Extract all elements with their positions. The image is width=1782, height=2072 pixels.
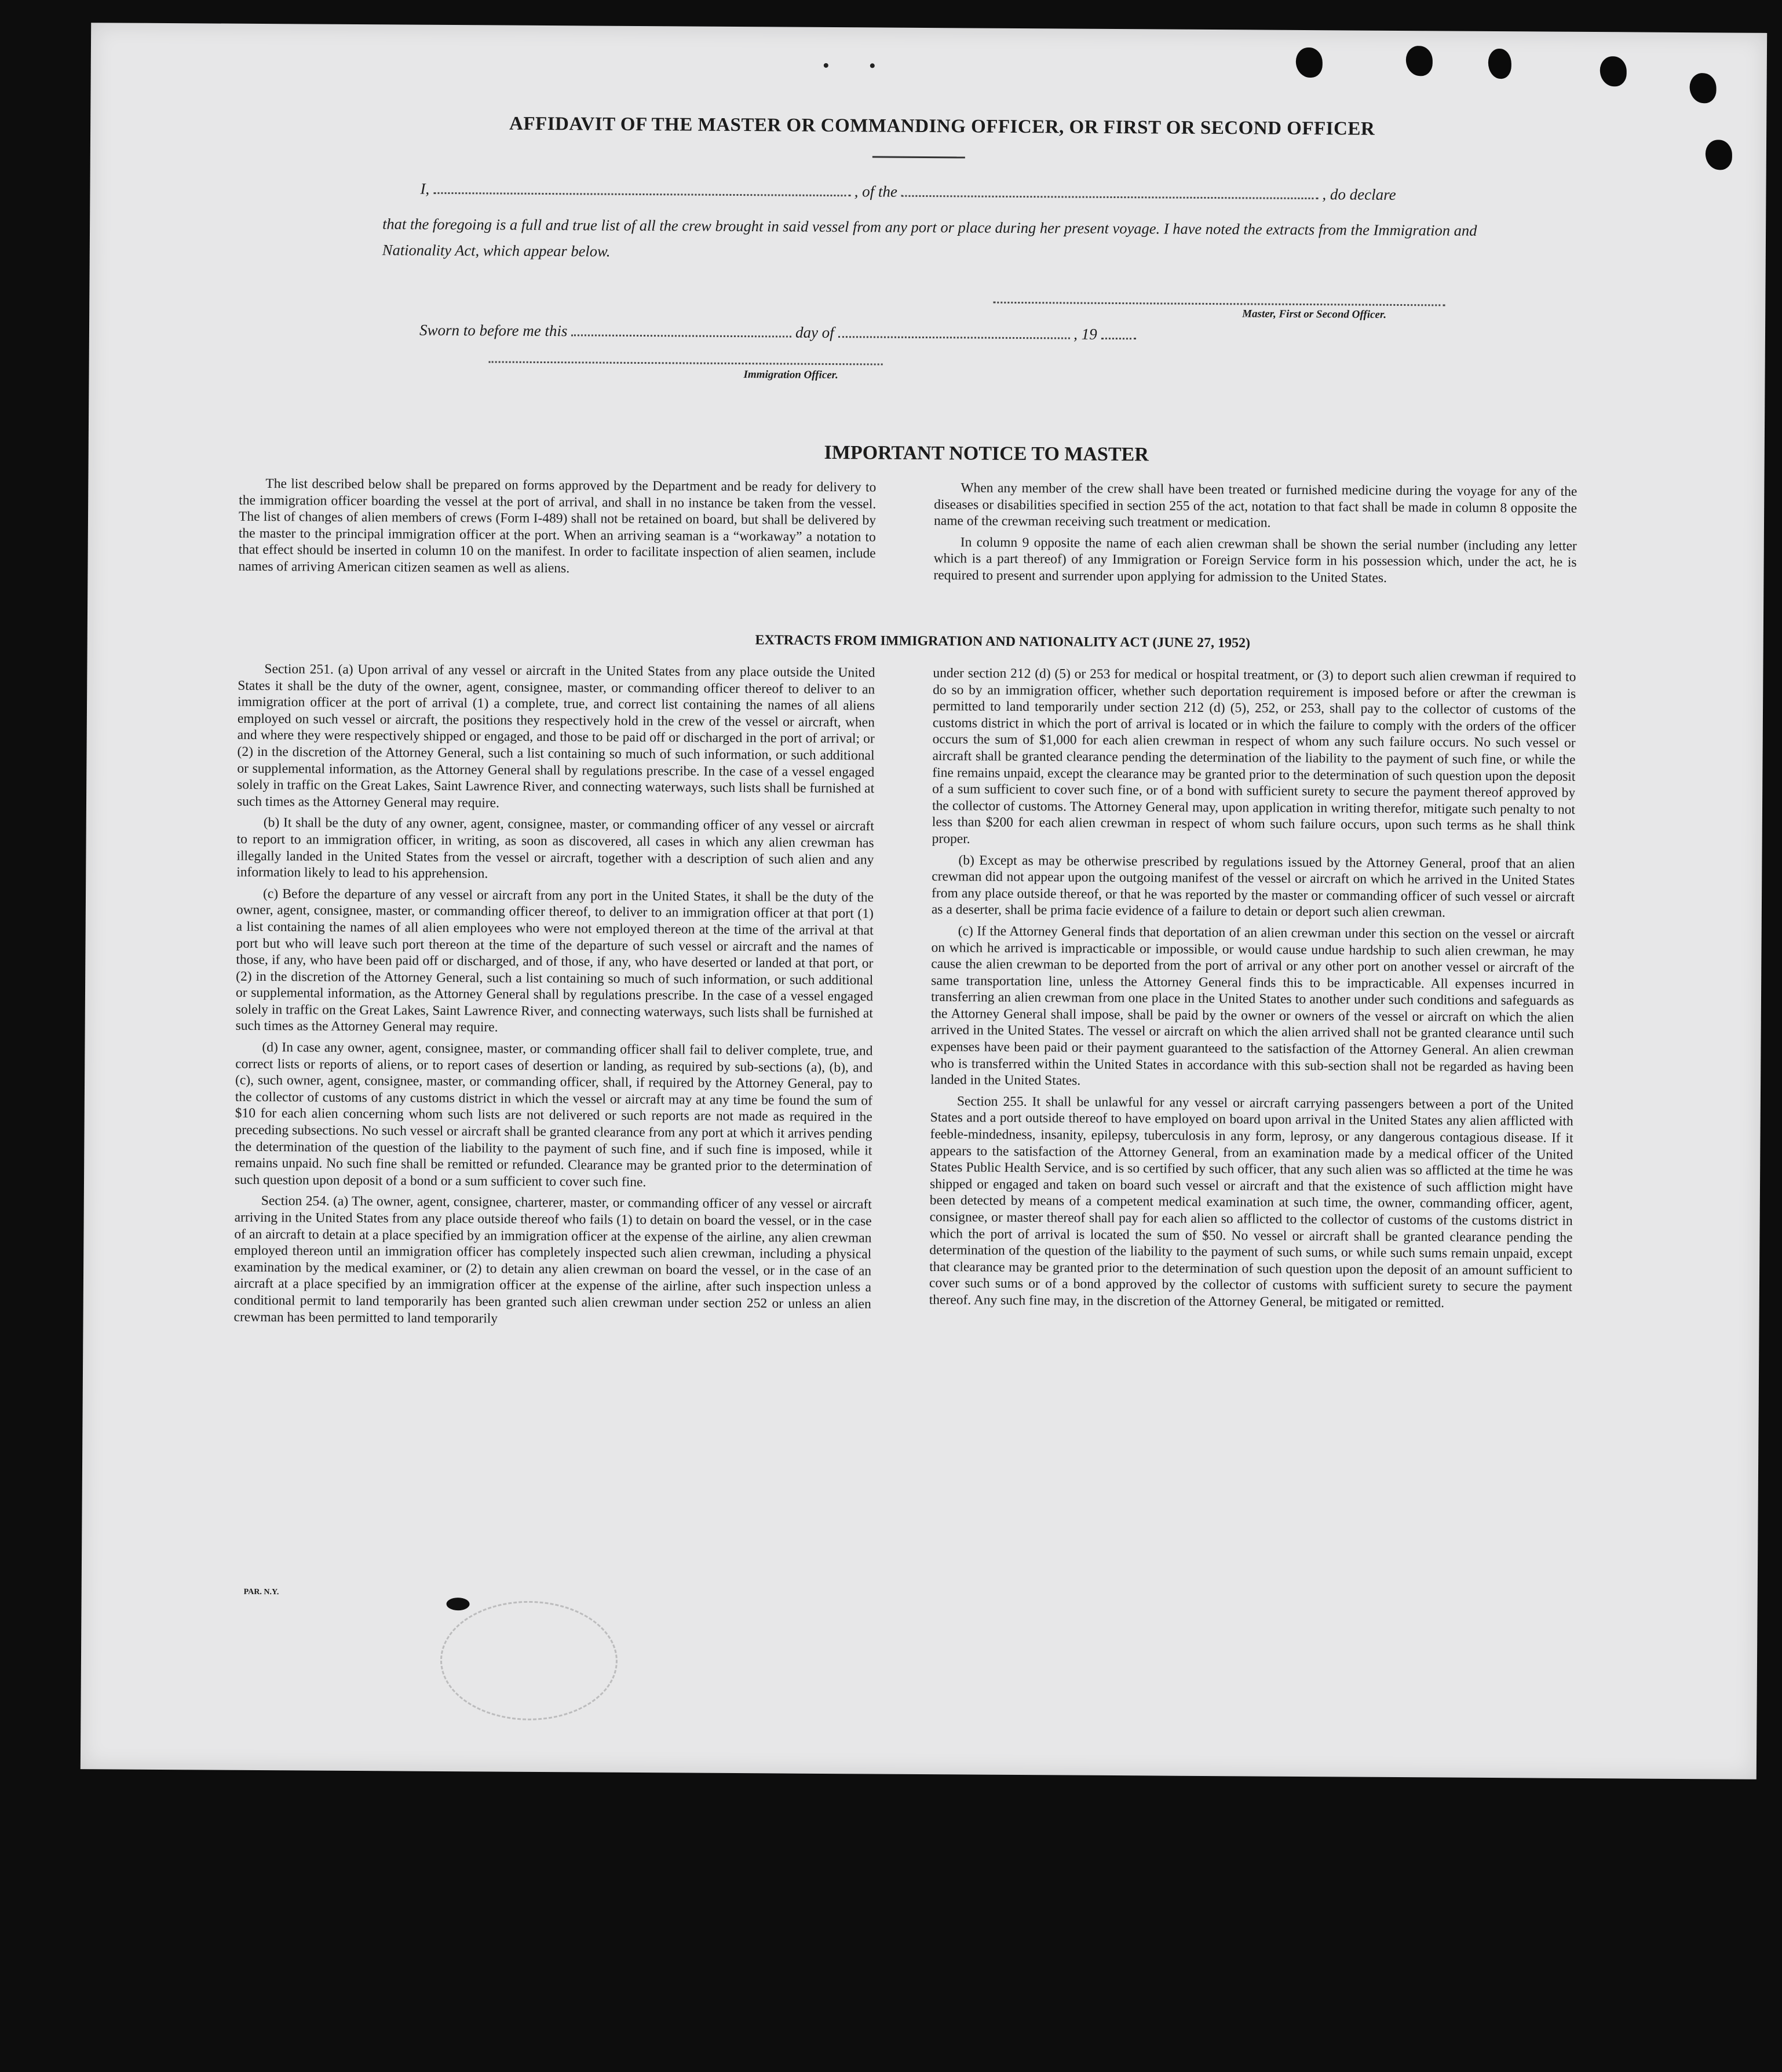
ink-blot: [447, 1598, 470, 1610]
label-sworn: Sworn to before me this: [419, 321, 568, 340]
section-paragraph: (c) If the Attorney General finds that deportation of an alien crewman under this section on the vessel or aircraft on which he arrived is impracticable or impossible, or would cause undue hardship to such alien crewman, he may cause the alien crewman to be deported from the port of arrival or any other port on another vessel or aircraft of the same transportation line, unless the Attorney General finds this to be impracticable. All expenses incurred in transferring an alien crewman from one place in the United States to another under such conditions and safeguards as the Attorney General shall impose, shall be paid by the owner or owners of the vessel or aircraft on which the alien arrived in the United States. The vessel or aircraft on which the alien arrived shall not be granted clearance until such expenses have been paid or their payment guaranteed to the satisfaction of the Attorney General. An alien crewman who is transferred within the United States in accordance with this sub-section shall not be regarded as having been landed in the United States.: [930, 923, 1575, 1088]
month-blank[interactable]: [838, 326, 1069, 339]
notice-title: IMPORTANT NOTICE TO MASTER: [824, 441, 1149, 466]
document-page: [81, 23, 1767, 1779]
punch-hole: [1296, 47, 1323, 78]
notice-right-column: [933, 480, 1577, 592]
sworn-line: [419, 321, 1288, 345]
master-caption: Master, First or Second Officer.: [1242, 308, 1387, 321]
section-paragraph: (d) In case any owner, agent, consignee, master, or commanding officer shall fail to deliver complete, true, and correct lists or reports of aliens, or to report cases of desertion or landing, as required by sub-sections (a), (b), and (c), such owner, agent, consignee, master, or commanding officer, shall, if required by the Attorney General, pay to the collector of customs of any customs district in which the vessel or aircraft may at any time be found the sum of $10 for each alien concerning whom such lists are not delivered or such reports are not made as required in the preceding subsections. No such vessel or aircraft shall be granted clearance from any port at which it arrives pending the determination of the question of the liability to the payment of such fine, and if such fine is imposed, while it remains unpaid. No such fine shall be remitted or refunded. Clearance may be granted prior to the determination of such question upon deposit of a bond or a sum sufficient to cover such fine.: [234, 1040, 873, 1190]
label-year: , 19: [1073, 325, 1097, 343]
punch-hole: [1406, 46, 1433, 76]
officer-caption: Immigration Officer.: [743, 368, 838, 382]
label-day-of: day of: [795, 323, 834, 342]
notice-paragraph: In column 9 opposite the name of each alien crewman shall be shown the serial number (including any letter which is a part thereof) of any Immigration or Foreign Service form in his possession which, under the act, he is required to present and surrender upon applying for admission to the United States.: [933, 535, 1577, 586]
vessel-blank[interactable]: [901, 185, 1319, 199]
notice-paragraph: When any member of the crew shall have been treated or furnished medicine during the voyage for any of the diseases or disabilities specified in section 255 of the act, notation to that fact shall be made in column 8 opposite the name of the crewman receiving such treatment or medication.: [933, 480, 1577, 531]
punch-hole: [1600, 56, 1627, 86]
day-blank[interactable]: [571, 324, 791, 337]
officer-signature-line[interactable]: [489, 361, 883, 365]
section-paragraph: under section 212 (d) (5) or 253 for medical or hospital treatment, or (3) to deport such alien crewman if required to do so by an immigration officer, whether such deportation requirement is imposed before or after the crewman is permitted to land temporarily under section 212 (d) (5), 252, or 253, shall pay to the collector of customs of the customs district in which the port of arrival is located or in which the failure to comply with the orders of the officer occurs the sum of $1,000 for each alien crewman in respect of whom any such failure occurs. No such vessel or aircraft shall be granted clearance pending the determination of the liability to the payment of such fine, or while the fine remains unpaid, except the clearance may be granted prior to the determination of such question upon the deposit of a sum sufficient to cover such fine, or of a bond with sufficient surety to secure the payment thereof approved by the collector of customs. The Attorney General may, upon application in writing therefor, mitigate such penalty to not less than $200 for each alien crewman in respect of whom such failure occurs, upon such terms as he shall think proper.: [932, 666, 1576, 847]
name-blank[interactable]: [433, 182, 850, 196]
label-do-declare: , do declare: [1322, 185, 1396, 203]
punch-hole: [1706, 140, 1732, 170]
declarant-line: [420, 180, 1555, 205]
section-paragraph: Section 251. (a) Upon arrival of any vessel or aircraft in the United States from any place outside the United States it shall be the duty of the owner, agent, consignee, master, or commanding officer thereof to deliver to an immigration officer at the port of arrival (1) a complete, true, and correct list containing the names of all aliens employed on such vessel or aircraft, the positions they respectively hold in the crew of the vessel or aircraft, when and where they were respectively shipped or engaged, and those to be paid off or discharged in the port of arrival; or (2) in the discretion of the Attorney General, such a list containing so much of such information, or such additional or supplemental information, as the Attorney General shall by regulations prescribe. In the case of a vessel engaged solely in traffic on the Great Lakes, Saint Lawrence River, and connecting waterways, such lists shall be furnished at such times as the Attorney General may require.: [236, 662, 875, 811]
title-rule: [872, 156, 965, 158]
section-paragraph: (c) Before the departure of any vessel or aircraft from any port in the United States, it shall be the duty of the owner, agent, consignee, master, or commanding officer thereof, to deliver to an immigration officer at that port (1) a list containing the names of all alien employees who were not employed thereon at the time of the arrival at that port but who will leave such port thereon at the time of the departure of such vessel or aircraft and the names of those, if any, who have been paid off or discharged, and of those, if any, who have deserted or landed at that port, or (2) in the discretion of the Attorney General, such a list containing so much of such information, or such additional or supplemental information, as the Attorney General shall by regulations prescribe. In the case of a vessel engaged solely in traffic on the Great Lakes, Saint Lawrence River, and connecting waterways, such lists shall be furnished at such times as the Attorney General may require.: [235, 886, 874, 1035]
extracts-title: EXTRACTS FROM IMMIGRATION AND NATIONALITY ACT (JUNE 27, 1952): [755, 633, 1251, 651]
faint-stamp: [440, 1600, 618, 1721]
notice-left-column: [238, 476, 876, 583]
declaration-text: that the foregoing is a full and true list of all the crew brought in said vessel from any port or place during her present voyage. I have noted the extracts from the Immigration and Nationality Act, which appear below.: [382, 215, 1477, 260]
extracts-right-column: [929, 665, 1576, 1317]
printer-mark: PAR. N.Y.: [243, 1587, 279, 1597]
label-i: I,: [420, 180, 430, 198]
label-of-the: , of the: [854, 182, 898, 200]
section-paragraph: (b) It shall be the duty of any owner, agent, consignee, master, or commanding officer of any vessel or aircraft to report to an immigration officer, in writing, as soon as discovered, all cases in which any alien crewman has illegally landed in the United States from the vessel or aircraft, together with a description of such alien and any information likely to lead to his apprehension.: [236, 815, 874, 882]
speck: [824, 63, 828, 68]
section-paragraph: Section 255. It shall be unlawful for any vessel or aircraft carrying passengers between a port of the United States and a port outside thereof to have employed on board upon arrival in the United States any alien afflicted with feeble-mindedness, insanity, epilepsy, tuberculosis in any form, leprosy, or any dangerous contagious disease. If it appears to the satisfaction of the Attorney General, from an examination made by a medical officer of the United States Public Health Service, and is so certified by such officer, that any such alien was so afflicted at the time he was shipped or engaged and taken on board such vessel or aircraft and that the existence of such affliction might have been detected by means of a competent medical examination at such time, the owner, commanding officer, agent, consignee, or master thereof shall pay for each alien so afflicted to the collector of customs of the customs district in which the port of arrival is located the sum of $50. No vessel or aircraft shall be granted clearance pending the determination of the question of the liability to the payment of such sums, or while such sums remain unpaid, except that clearance may be granted prior to the determination of such question upon the deposit of an amount sufficient to cover such sums or of a bond approved by the collector of customs with sufficient surety to secure the payment thereof. Any such fine may, in the discretion of the Attorney General, be mitigated or remitted.: [929, 1094, 1573, 1311]
section-paragraph: Section 254. (a) The owner, agent, consignee, charterer, master, or commanding officer of any vessel or aircraft arriving in the United States from any place outside thereof who fails (1) to detain on board the vessel, or in the case of an aircraft to detain at a place specified by an immigration officer at the expense of the airline, any alien crewman employed thereon until an immigration officer has completely inspected such alien crewman, including a physical examination by the medical examiner, or (2) to detain any alien crewman on board the vessel, or in the case of an aircraft at a place specified by an immigration officer at the expense of the airline, after such inspection unless a conditional permit to land temporarily has been granted such alien crewman under section 252 or unless an alien crewman has been permitted to land temporarily: [233, 1193, 872, 1326]
punch-hole: [1488, 49, 1511, 79]
punch-hole: [1689, 73, 1716, 103]
extracts-left-column: [233, 661, 875, 1334]
year-blank[interactable]: [1101, 327, 1135, 339]
master-signature-line[interactable]: [993, 302, 1445, 306]
notice-paragraph: The list described below shall be prepared on forms approved by the Department and be ready for delivery to the immigration officer boarding the vessel at the port of arrival, and shall in no instance be taken from the vessel. The list of changes of alien members of crews (Form I-489) shall not be retained on board, but shall be delivered by the master to the principal immigration officer at the port. When an arriving seaman is a “workaway” a notation to that effect should be inserted in column 10 on the manifest. In order to facilitate inspection of alien seamen, include names of arriving American citizen seamen as well as aliens.: [238, 476, 877, 576]
speck: [870, 63, 875, 68]
affidavit-title: AFFIDAVIT OF THE MASTER OR COMMANDING OFFICER, OR FIRST OR SECOND OFFICER: [509, 113, 1375, 140]
section-paragraph: (b) Except as may be otherwise prescribed by regulations issued by the Attorney General, proof that an alien crewman did not appear upon the outgoing manifest of the vessel or aircraft on which he arrived in the United States from any place outside thereof, or that he was reported by the master or commanding officer of such vessel or aircraft as a deserter, shall be prima facie evidence of a failure to detain or deport such alien crewman.: [931, 852, 1575, 920]
